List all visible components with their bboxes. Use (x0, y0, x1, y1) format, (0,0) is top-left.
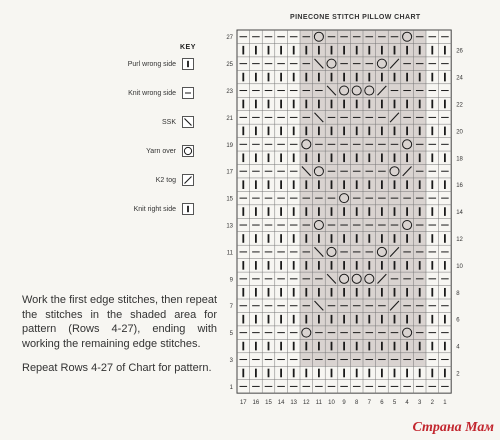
knit-symbol (406, 46, 408, 55)
row-number-label: 12 (456, 236, 463, 243)
knit-symbol (381, 234, 383, 243)
knit-symbol (242, 315, 244, 324)
knit-symbol (431, 153, 433, 162)
knit-symbol (280, 180, 282, 189)
column-number-label: 1 (443, 400, 447, 407)
knit-symbol (318, 315, 320, 324)
knit-symbol (268, 234, 270, 243)
knit-symbol (331, 261, 333, 270)
knit-symbol (293, 369, 295, 378)
knit-symbol (255, 261, 257, 270)
knit-symbol (293, 153, 295, 162)
knit-symbol (356, 261, 358, 270)
knit-symbol (318, 73, 320, 82)
column-number-label: 4 (405, 400, 409, 407)
knit-symbol (356, 180, 358, 189)
knit-symbol (331, 288, 333, 297)
knit-symbol (343, 234, 345, 243)
key-item-label: SSK (161, 118, 176, 126)
column-number-label: 12 (302, 400, 310, 407)
knit-symbol (381, 288, 383, 297)
knit-symbol (444, 369, 446, 378)
knit-symbol (406, 261, 408, 270)
knit-symbol (280, 261, 282, 270)
knit-symbol (419, 288, 421, 297)
row-number-label: 4 (456, 344, 460, 351)
knit-symbol (431, 261, 433, 270)
row-number-label: 2 (456, 371, 460, 378)
knit-symbol (381, 315, 383, 324)
knit-symbol (331, 180, 333, 189)
knit-symbol (255, 207, 257, 216)
column-number-label: 16 (252, 400, 260, 407)
knit-symbol (394, 234, 396, 243)
row-number-label: 3 (229, 358, 233, 365)
knit-symbol (381, 342, 383, 351)
row-number-label: 9 (229, 277, 233, 284)
knit-symbol (419, 153, 421, 162)
knit-symbol (242, 46, 244, 55)
row-number-label: 11 (226, 250, 233, 257)
knit-symbol (318, 100, 320, 109)
knit-symbol (331, 100, 333, 109)
knit-symbol (331, 342, 333, 351)
knit-symbol (255, 315, 257, 324)
knit-symbol (356, 342, 358, 351)
knit-symbol (444, 46, 446, 55)
knit-symbol (444, 100, 446, 109)
knit-symbol (331, 73, 333, 82)
knit-symbol (343, 288, 345, 297)
row-number-label: 1 (229, 384, 233, 391)
knit-symbol (255, 342, 257, 351)
knit-symbol (431, 207, 433, 216)
knit-symbol (268, 153, 270, 162)
row-number-label: 15 (226, 196, 233, 203)
knit-symbol (305, 369, 307, 378)
row-number-label: 20 (456, 129, 463, 136)
knit-symbol (268, 261, 270, 270)
knit-symbol (280, 342, 282, 351)
knit-symbol (331, 153, 333, 162)
knit-symbol (255, 100, 257, 109)
knit-symbol (356, 127, 358, 136)
knit-symbol (368, 207, 370, 216)
key-item-label: Knit wrong side (128, 89, 176, 97)
row-number-label: 14 (456, 210, 463, 217)
knit-symbol (242, 288, 244, 297)
knit-symbol (394, 46, 396, 55)
knit-symbol (368, 288, 370, 297)
knit-symbol (381, 46, 383, 55)
knit-symbol (381, 261, 383, 270)
knit-symbol (406, 153, 408, 162)
knit-symbol (444, 261, 446, 270)
knit-symbol (394, 73, 396, 82)
knit-symbol (368, 46, 370, 55)
column-number-label: 15 (265, 400, 272, 407)
knit-symbol (255, 46, 257, 55)
knit-symbol (318, 207, 320, 216)
knit-symbol (280, 315, 282, 324)
knit-symbol (293, 261, 295, 270)
knit-symbol (293, 207, 295, 216)
knit-symbol (242, 342, 244, 351)
key-item-label: K2 tog (155, 176, 176, 184)
knit-symbol (444, 180, 446, 189)
knit-symbol (255, 288, 257, 297)
knit-symbol (394, 342, 396, 351)
knit-symbol (331, 207, 333, 216)
column-number-label: 9 (342, 400, 346, 407)
knit-symbol (318, 261, 320, 270)
knit-symbol (381, 180, 383, 189)
knit-symbol (242, 207, 244, 216)
row-number-label: 10 (456, 263, 463, 270)
row-number-label: 26 (456, 48, 463, 55)
knit-symbol (268, 342, 270, 351)
column-number-label: 13 (290, 400, 298, 407)
knit-symbol (305, 73, 307, 82)
knit-symbol (356, 73, 358, 82)
knit-symbol (419, 73, 421, 82)
knit-symbol (356, 288, 358, 297)
knit-symbol (293, 73, 295, 82)
knit-symbol (356, 369, 358, 378)
knit-symbol (280, 73, 282, 82)
knit-symbol (305, 288, 307, 297)
knit-symbol (394, 288, 396, 297)
knit-symbol (406, 207, 408, 216)
knit-symbol (381, 207, 383, 216)
knit-symbol (255, 127, 257, 136)
instructions (22, 293, 217, 376)
knit-symbol (394, 180, 396, 189)
row-number-label: 17 (226, 169, 233, 176)
knit-symbol (381, 153, 383, 162)
knit-symbol (381, 369, 383, 378)
knit-symbol (343, 315, 345, 324)
knit-symbol (242, 100, 244, 109)
row-number-label: 27 (226, 35, 233, 42)
knit-symbol (368, 315, 370, 324)
column-number-label: 8 (355, 400, 359, 407)
column-number-label: 7 (367, 400, 371, 407)
key-item-label: Yarn over (146, 147, 176, 155)
knit-symbol (406, 234, 408, 243)
knit-symbol (394, 315, 396, 324)
row-number-label: 8 (456, 290, 460, 297)
knit-symbol (343, 207, 345, 216)
knit-symbol (444, 234, 446, 243)
knit-symbol (268, 73, 270, 82)
knit-symbol (394, 153, 396, 162)
knit-symbol (343, 127, 345, 136)
knit-symbol (419, 46, 421, 55)
knit-symbol (293, 180, 295, 189)
knit-symbol (293, 315, 295, 324)
knit-symbol (242, 234, 244, 243)
knit-symbol (331, 46, 333, 55)
column-number-label: 17 (239, 400, 247, 407)
row-number-label: 22 (456, 102, 463, 109)
knit-symbol (444, 288, 446, 297)
key-title: KEY (180, 44, 196, 51)
knit-symbol (394, 127, 396, 136)
knit-symbol (406, 369, 408, 378)
knit-symbol (444, 342, 446, 351)
knit-symbol (280, 153, 282, 162)
knit-symbol (331, 315, 333, 324)
row-number-label: 5 (229, 331, 233, 338)
knit-symbol (356, 207, 358, 216)
chart-title: PINECONE STITCH PILLOW CHART (290, 14, 421, 21)
knit-symbol (242, 153, 244, 162)
knit-symbol (394, 261, 396, 270)
knit-symbol (444, 315, 446, 324)
knit-symbol (242, 261, 244, 270)
knit-symbol (293, 46, 295, 55)
knit-symbol (268, 100, 270, 109)
knit-symbol (280, 369, 282, 378)
knit-symbol (305, 100, 307, 109)
knit-symbol (368, 369, 370, 378)
key-item-label: Purl wrong side (127, 60, 176, 68)
knit-symbol (406, 180, 408, 189)
knit-symbol (255, 153, 257, 162)
row-number-label: 13 (226, 223, 233, 230)
column-number-label: 6 (380, 400, 384, 407)
watermark-logo: Страна Мам (412, 420, 494, 435)
knit-symbol (444, 127, 446, 136)
knit-symbol (431, 288, 433, 297)
knit-symbol (331, 127, 333, 136)
knit-symbol (381, 127, 383, 136)
knit-symbol (305, 342, 307, 351)
knit-symbol (280, 127, 282, 136)
row-number-label: 24 (456, 75, 463, 82)
knit-symbol (368, 127, 370, 136)
knit-symbol (280, 207, 282, 216)
knit-symbol (268, 315, 270, 324)
row-number-label: 25 (226, 62, 233, 69)
knit-symbol (331, 369, 333, 378)
knit-symbol (318, 153, 320, 162)
knit-symbol (280, 234, 282, 243)
knit-symbol (368, 342, 370, 351)
knit-symbol (343, 261, 345, 270)
knit-symbol (368, 73, 370, 82)
knit-symbol (394, 369, 396, 378)
knit-symbol (356, 153, 358, 162)
knit-symbol (343, 342, 345, 351)
row-number-label: 23 (226, 89, 233, 96)
knit-symbol (368, 180, 370, 189)
column-number-label: 5 (392, 400, 397, 407)
knit-symbol (368, 261, 370, 270)
row-number-label: 16 (456, 183, 463, 190)
knit-symbol (406, 315, 408, 324)
knit-symbol (343, 100, 345, 109)
knit-symbol (268, 180, 270, 189)
knit-symbol (280, 46, 282, 55)
row-number-label: 18 (456, 156, 463, 163)
knit-symbol (268, 288, 270, 297)
knit-symbol (406, 288, 408, 297)
knit-symbol (268, 369, 270, 378)
knit-symbol (268, 127, 270, 136)
knit-symbol (419, 234, 421, 243)
knit-symbol (318, 180, 320, 189)
knit-symbol (305, 180, 307, 189)
knit-symbol (368, 153, 370, 162)
knit-symbol (406, 100, 408, 109)
knit-symbol (343, 46, 345, 55)
knit-symbol (356, 234, 358, 243)
knit-symbol (419, 100, 421, 109)
column-number-label: 10 (328, 400, 335, 407)
column-number-label: 11 (315, 400, 323, 407)
knit-symbol (280, 288, 282, 297)
column-number-label: 3 (418, 400, 422, 407)
knit-symbol (318, 288, 320, 297)
knit-symbol (293, 288, 295, 297)
knit-symbol (318, 342, 320, 351)
knit-symbol (293, 127, 295, 136)
knit-symbol (381, 100, 383, 109)
knit-symbol (419, 369, 421, 378)
knit-symbol (305, 153, 307, 162)
knit-symbol (431, 315, 433, 324)
row-number-label: 7 (229, 304, 233, 311)
knit-symbol (305, 46, 307, 55)
knit-symbol (343, 369, 345, 378)
knit-symbol (305, 127, 307, 136)
knit-symbol (293, 100, 295, 109)
knit-symbol (356, 315, 358, 324)
knit-symbol (255, 180, 257, 189)
knit-symbol (268, 46, 270, 55)
knit-symbol (318, 46, 320, 55)
knit-symbol (293, 234, 295, 243)
knit-symbol (331, 234, 333, 243)
knit-symbol (381, 73, 383, 82)
knit-symbol (343, 180, 345, 189)
knit-symbol (431, 46, 433, 55)
knit-symbol (280, 100, 282, 109)
column-number-label: 14 (277, 400, 285, 407)
knit-symbol (356, 100, 358, 109)
knit-symbol (419, 127, 421, 136)
knit-symbol (431, 342, 433, 351)
key-item-label: Knit right side (133, 205, 176, 213)
knit-symbol (255, 73, 257, 82)
knit-symbol (419, 342, 421, 351)
knit-symbol (318, 127, 320, 136)
knit-symbol (431, 234, 433, 243)
knit-symbol (419, 180, 421, 189)
knit-symbol (419, 261, 421, 270)
knit-symbol (368, 234, 370, 243)
knit-symbol (444, 73, 446, 82)
knit-symbol (406, 73, 408, 82)
knit-symbol (293, 342, 295, 351)
knit-symbol (444, 153, 446, 162)
knit-symbol (305, 261, 307, 270)
knit-symbol (305, 234, 307, 243)
knit-symbol (255, 369, 257, 378)
knit-symbol (343, 73, 345, 82)
knit-symbol (394, 207, 396, 216)
row-number-label: 21 (226, 115, 233, 122)
knit-symbol (318, 369, 320, 378)
knit-symbol (431, 369, 433, 378)
instruction-paragraph-2: Repeat Rows 4-27 of Chart for pattern. (22, 362, 212, 374)
knit-symbol (318, 234, 320, 243)
knit-symbol (305, 207, 307, 216)
knit-symbol (431, 127, 433, 136)
knit-symbol (305, 315, 307, 324)
knit-symbol (419, 315, 421, 324)
knit-symbol (368, 100, 370, 109)
knit-symbol (431, 180, 433, 189)
knit-symbol (343, 153, 345, 162)
knit-symbol (419, 207, 421, 216)
column-number-label: 2 (430, 400, 434, 407)
instruction-paragraph-1: Work the first edge stitches, then repeat the stitches in the shaded area for pattern (Rows 4-27), ending with working the remaining edge stitches. (22, 294, 217, 350)
knit-symbol (406, 127, 408, 136)
row-number-label: 6 (456, 317, 460, 324)
row-number-label: 19 (226, 142, 233, 149)
knit-symbol (394, 100, 396, 109)
knit-symbol (255, 234, 257, 243)
knit-symbol (356, 46, 358, 55)
knit-symbol (406, 342, 408, 351)
knit-symbol (242, 369, 244, 378)
knit-symbol (431, 100, 433, 109)
knit-symbol (444, 207, 446, 216)
knit-symbol (242, 73, 244, 82)
knit-symbol (431, 73, 433, 82)
knit-symbol (242, 127, 244, 136)
knit-symbol (268, 207, 270, 216)
knit-symbol (242, 180, 244, 189)
